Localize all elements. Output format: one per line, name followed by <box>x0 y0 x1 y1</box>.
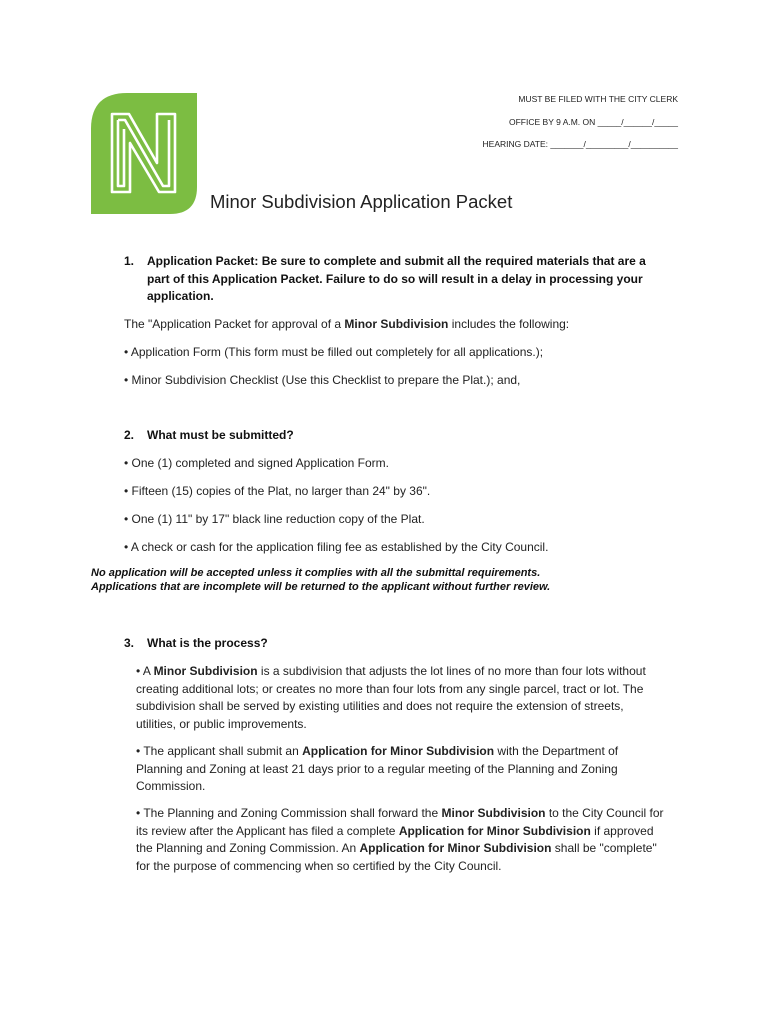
section-heading <box>124 253 669 306</box>
packet-intro <box>124 316 669 334</box>
submittal-notice <box>91 566 691 594</box>
intro-bold: Minor Subdivision <box>344 316 449 331</box>
list-item: • Fifteen (15) copies of the Plat, no larger than 24" by 36". <box>124 484 431 498</box>
n-logo-icon <box>91 93 197 214</box>
step-bold: Application for Minor Subdivision <box>302 744 495 758</box>
list-item: • Application Form (This form must be filled out completely for all applications.); <box>124 344 544 359</box>
step-text: • The applicant shall submit an <box>136 744 303 758</box>
step-text: to the City Council for its review after the Applicant has filed a complete <box>136 806 664 838</box>
process-step-definition <box>136 663 666 733</box>
section-process <box>124 635 669 653</box>
list-item: • A check or cash for the application filing fee as established by the City Council. <box>124 540 549 554</box>
step-text: • The Planning and Zoning Commission shall forward the <box>136 806 442 820</box>
section-heading <box>124 635 669 653</box>
section-application-packet <box>124 253 669 389</box>
section-heading-text: Application Packet: Be sure to complete and submit all the required materials that are a part of this Application Packet. Failure to do so will result in a delay in processing your application. <box>147 254 646 303</box>
list-item: • One (1) completed and signed Application Form. <box>124 456 390 470</box>
section-number: 1. <box>124 254 135 268</box>
step-text: is a subdivision that adjusts the lot lines of no more than four lots without creating additional lots; or creates no more than four lots from any single parcel, tract or lot. The subdivision shall be served by existing utilities and does not require the extension of streets, utilities, or public improvements. <box>136 664 646 731</box>
step-bold: Minor Subdivision <box>441 806 546 820</box>
filing-line-hearing: HEARING DATE: _______/_________/__________ <box>482 139 678 149</box>
intro-text-end: includes the following: <box>448 316 570 331</box>
notice-line: Applications that are incomplete will be returned to the applicant without further review. <box>91 581 551 593</box>
step-text: shall be "complete" for the purpose of commencing when so certified by the City Council. <box>136 841 657 873</box>
page-title: Minor Subdivision Application Packet <box>210 191 513 212</box>
notice-line: No application will be accepted unless it complies with all the submittal requirements. <box>91 567 541 579</box>
process-step-forward <box>136 805 666 875</box>
city-logo <box>91 93 197 214</box>
section-heading-text: What is the process? <box>147 636 268 650</box>
section-heading-text: What must be submitted? <box>147 428 294 442</box>
step-bold: Application for Minor Subdivision <box>398 823 591 838</box>
step-text: if approved the Planning and Zoning Commission. An <box>136 823 654 855</box>
step-bold: Application for Minor Subdivision <box>359 841 552 855</box>
step-bold: Minor Subdivision <box>153 664 258 678</box>
section-heading <box>124 427 669 445</box>
intro-text: The "Application Packet for approval of a <box>124 316 345 331</box>
section-number: 2. <box>124 428 135 442</box>
step-text: • A <box>136 664 154 678</box>
list-item: • Minor Subdivision Checklist (Use this Checklist to prepare the Plat.); and, <box>124 372 521 387</box>
step-text: with the Department of Planning and Zoning at least 21 days prior to a regular meeting of the Planning and Zoning Commission. <box>136 744 619 793</box>
filing-line-deadline: OFFICE BY 9 A.M. ON _____/______/_____ <box>509 116 678 127</box>
filing-instructions <box>378 94 678 162</box>
section-number: 3. <box>124 636 135 650</box>
section-what-submitted <box>124 427 669 557</box>
filing-line-clerk: MUST BE FILED WITH THE CITY CLERK <box>518 94 678 104</box>
process-step-submit <box>136 743 666 796</box>
list-item: • One (1) 11" by 17" black line reduction copy of the Plat. <box>124 512 425 526</box>
